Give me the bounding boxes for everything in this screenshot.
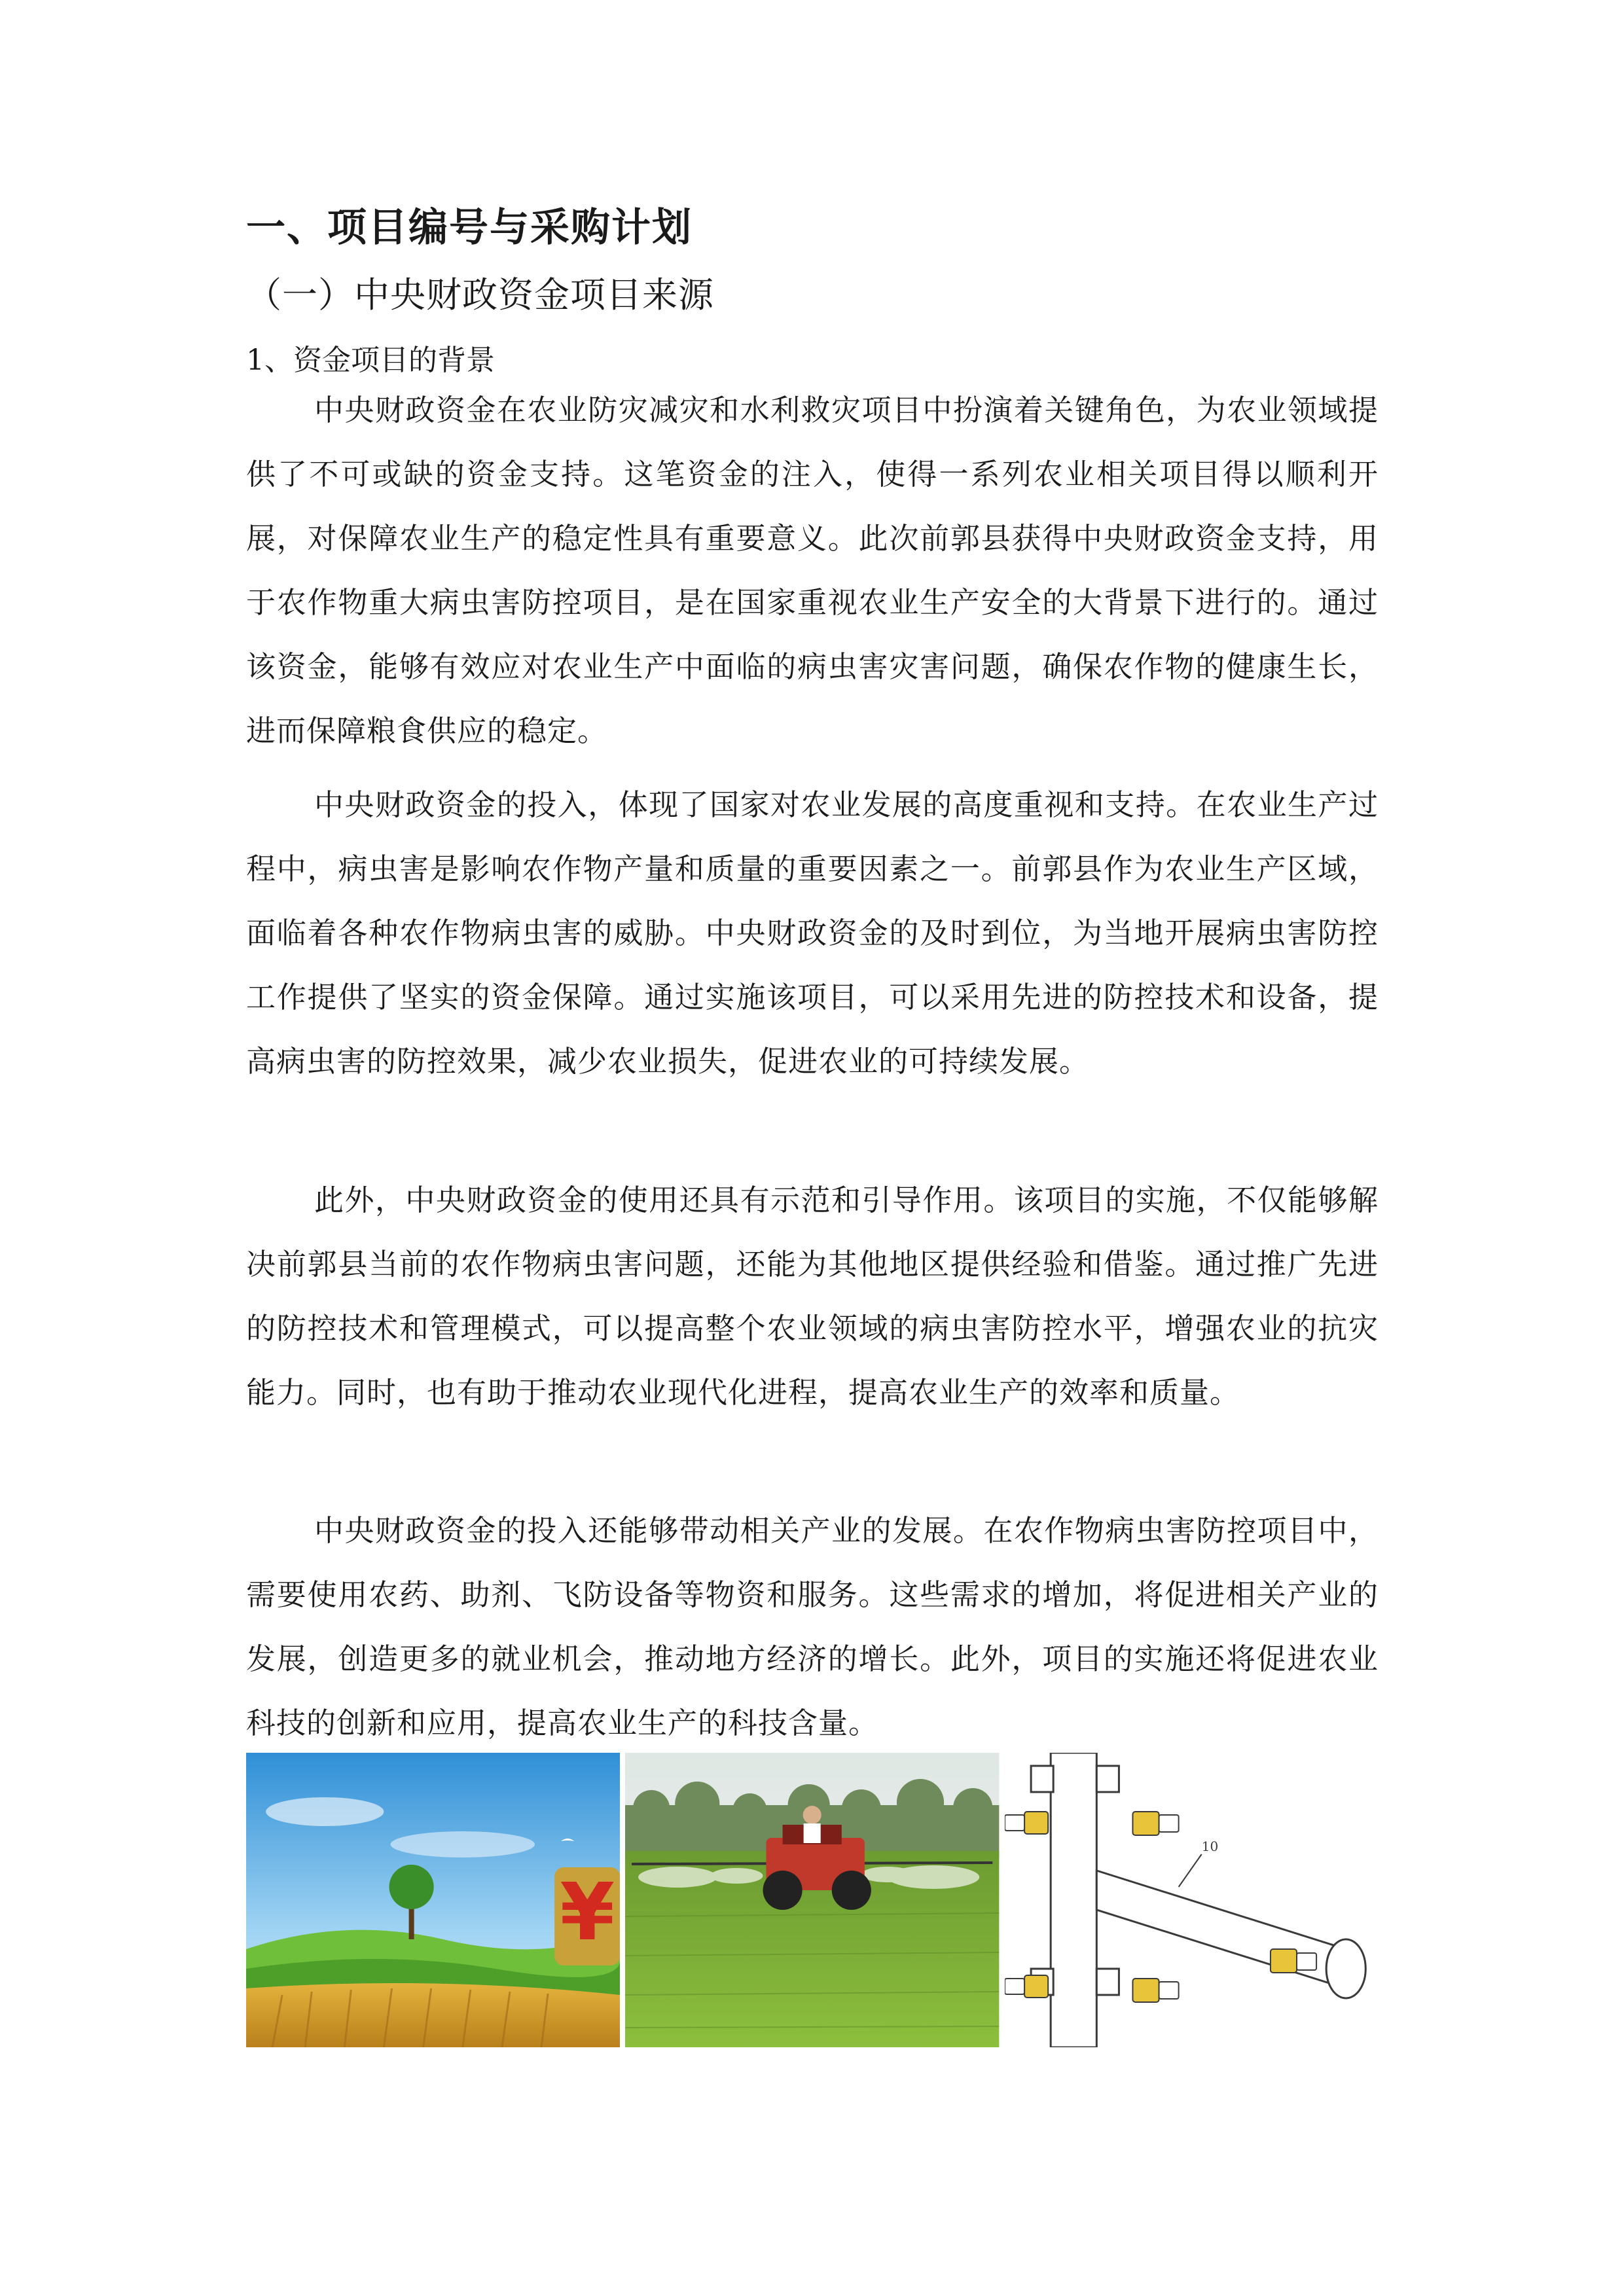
paragraph-1: 中央财政资金在农业防灾减灾和水利救灾项目中扮演着关键角色，为农业领域提供了不可或缺的资金支持。这笔资金的注入，使得一系列农业相关项目得以顺利开展，对保障农业生产的稳定性具有重要意义。此次前郭县获得中央财政资金支持，用于农作物重大病虫害防控项目，是在国家重视农业生产安全的大背景下进行的。通过该资金，能够有效应对农业生产中面临的病虫害灾害问题，确保农作物的健康生长，进而保障粮食供应的稳定。 — [246, 393, 1379, 748]
tractor-spraying-image — [625, 1753, 999, 2047]
pipe-nozzle-diagram-image — [1005, 1753, 1379, 2047]
paragraph-3: 此外，中央财政资金的使用还具有示范和引导作用。该项目的实施，不仅能够解决前郭县当前的农作物病虫害问题，还能为其他地区提供经验和借鉴。通过推广先进的防控技术和管理模式，可以提高整个农业领域的病虫害防控水平，增强农业的抗灾能力。同时，也有助于推动农业现代化进程，提高农业生产的效率和质量。 — [246, 1183, 1379, 1410]
paragraph-4: 中央财政资金的投入还能够带动相关产业的发展。在农作物病虫害防控项目中，需要使用农药、助剂、飞防设备等物资和服务。这些需求的增加，将促进相关产业的发展，创造更多的就业机会，推动地方经济的增长。此外，项目的实施还将促进农业科技的创新和应用，提高农业生产的科技含量。 — [246, 1513, 1379, 1740]
subsection-heading: （一）中央财政资金项目来源 — [246, 274, 714, 315]
diagram-callout-label: 10 — [1201, 1839, 1218, 1854]
item-heading: 1、资金项目的背景 — [246, 344, 495, 377]
paragraph-2: 中央财政资金的投入，体现了国家对农业发展的高度重视和支持。在农业生产过程中，病虫害是影响农作物产量和质量的重要因素之一。前郭县作为农业生产区域，面临着各种农作物病虫害的威胁。中央财政资金的及时到位，为当地开展病虫害防控工作提供了坚实的资金保障。通过实施该项目，可以采用先进的防控技术和设备，提高病虫害的防控效果，减少农业损失，促进农业的可持续发展。 — [246, 787, 1379, 1079]
farmland-yuan-image — [246, 1753, 620, 2047]
illustration-strip — [246, 1753, 1379, 2047]
section-heading: 一、项目编号与采购计划 — [246, 205, 693, 251]
svg-text:¥: ¥ — [560, 1867, 615, 1958]
